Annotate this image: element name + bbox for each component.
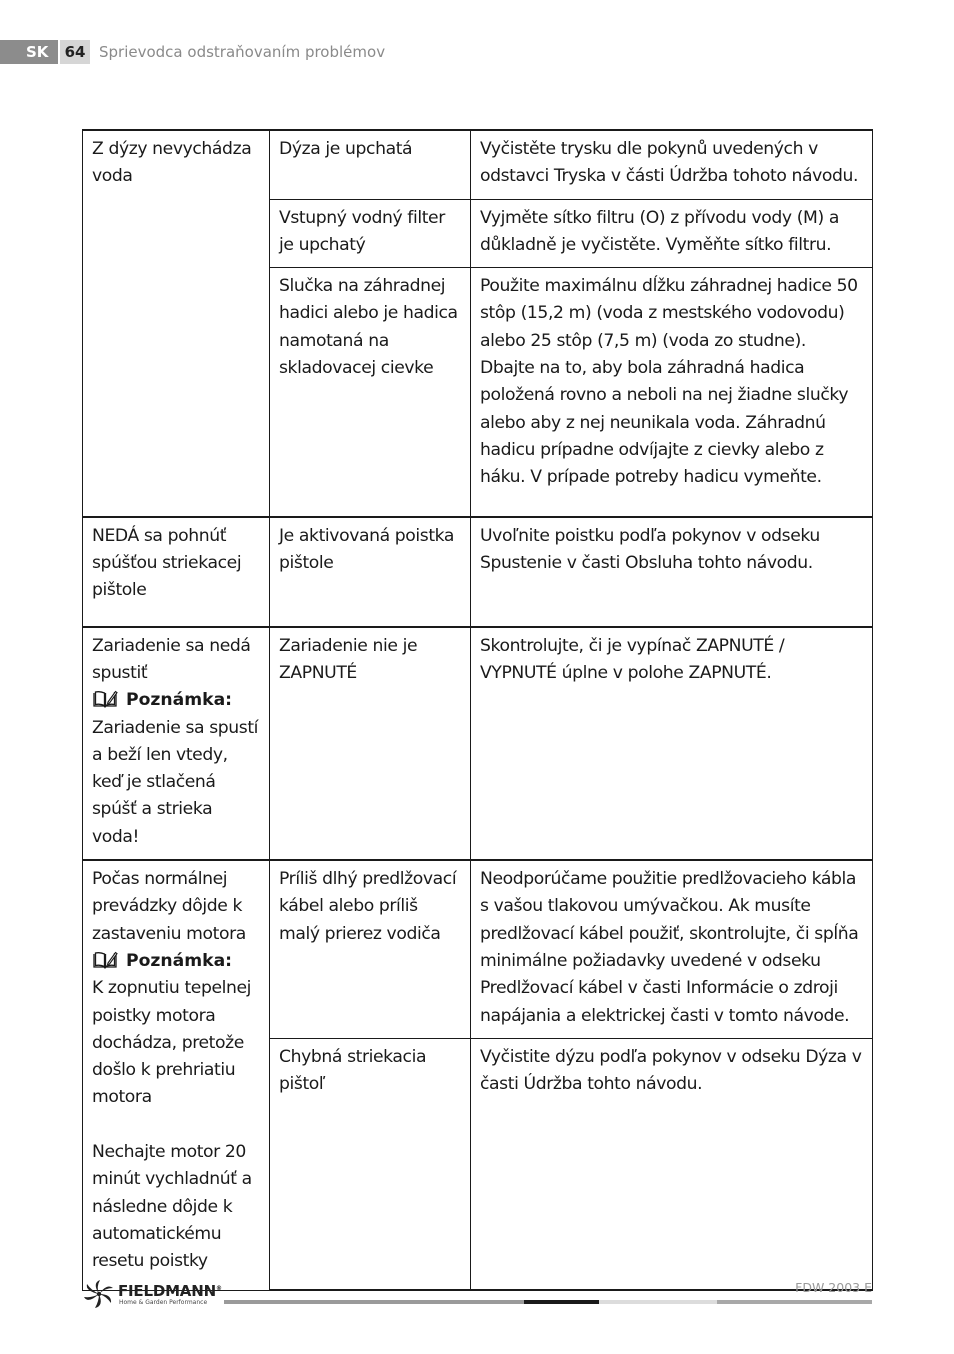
- model-number: FDW 2003 E: [795, 1280, 872, 1295]
- note-label: Poznámka:: [126, 690, 233, 711]
- problem-text: Z dýzy nevychádza voda: [92, 139, 252, 187]
- note-text: Zariadenie sa spustí a beží len vtedy, keď je stlačená spúšť a strieka voda!: [92, 717, 259, 847]
- divider-segment: [224, 1300, 524, 1304]
- footer-divider: [224, 1300, 872, 1304]
- section-title: Sprievodca odstraňovaním problémov: [99, 43, 386, 61]
- divider-segment: [599, 1300, 717, 1304]
- troubleshooting-table: [82, 129, 873, 1291]
- table-row: [83, 627, 873, 860]
- solution-cell: Uvoľnite poistku podľa pokynov v odseku Spustenie v časti Obsluha tohto návodu.: [471, 517, 873, 627]
- solution-cell: Skontrolujte, či je vypínač ZAPNUTÉ / VYPNUTÉ úplne v polohe ZAPNUTÉ.: [471, 627, 873, 860]
- cause-cell: Slučka na záhradnej hadici alebo je hadica namotaná na skladovacej cievke: [270, 268, 471, 517]
- solution-cell: Neodporúčame použitie predlžovacieho kábla s vašou tlakovou umývačkou. Ak musíte predlžovací kábel použiť, skontrolujte, či spĺňa minimálne požiadavky uvedené v odseku Predlžovací kábel v časti Informácie o zdroji napájania a elektrickej časti v tomto návode.: [471, 860, 873, 1038]
- note-label: Poznámka:: [126, 950, 233, 971]
- cause-cell: Chybná striekacia pištoľ: [270, 1038, 471, 1290]
- problem-text: Zariadenie sa nedá spustiť: [92, 635, 251, 683]
- book-note-icon: [92, 690, 118, 708]
- solution-cell: Vyjměte sítko filtru (O) z přívodu vody (M) a důkladně je vyčistěte. Vyměňte sítko filtru.: [471, 199, 873, 268]
- problem-cell: [83, 130, 270, 517]
- problem-text: NEDÁ sa pohnúť spúšťou striekacej pištole: [92, 525, 242, 601]
- problem-cell: [83, 517, 270, 627]
- cause-cell: Vstupný vodný filter je upchatý: [270, 199, 471, 268]
- page-number: 64: [60, 40, 90, 64]
- problem-text: Počas normálnej prevádzky dôjde k zastaveniu motora: [92, 869, 246, 944]
- note-heading: [92, 687, 262, 714]
- note-text: Nechajte motor 20 minút vychladnúť a následne dôjde k automatickému resetu poistky: [92, 1142, 252, 1272]
- table-row: [83, 517, 873, 627]
- problem-cell: [83, 860, 270, 1290]
- problem-cell: [83, 627, 270, 860]
- divider-segment: [524, 1300, 599, 1304]
- cause-cell: Dýza je upchatá: [270, 130, 471, 199]
- page-header: [0, 40, 954, 64]
- book-note-icon: [92, 951, 118, 969]
- language-tab: SK: [0, 40, 58, 64]
- fan-logo-icon: [82, 1279, 116, 1309]
- solution-cell: Použite maximálnu dĺžku záhradnej hadice 50 stôp (15,2 m) (voda z mestského vodovodu) alebo 25 stôp (7,5 m) (voda zo studne). Dbajte na to, aby bola záhradná hadica položená rovno a neboli na nej žiadne slučky alebo aby z nej neunikala voda. Záhradnú hadicu prípadne odvíjajte z cievky alebo z háku. V prípade potreby hadicu vymeňte.: [471, 268, 873, 517]
- divider-segment: [717, 1300, 872, 1304]
- brand-tagline: Home & Garden Performance: [119, 1299, 208, 1306]
- cause-cell: Príliš dlhý predlžovací kábel alebo príliš malý prierez vodiča: [270, 860, 471, 1038]
- solution-cell: Vyčistite dýzu podľa pokynov v odseku Dýza v časti Údržba tohto návodu.: [471, 1038, 873, 1290]
- note-heading: [92, 948, 262, 975]
- table-row: [83, 130, 873, 199]
- solution-cell: Vyčistěte trysku dle pokynů uvedených v odstavci Tryska v části Údržba tohoto návodu.: [471, 130, 873, 199]
- brand-logo: [82, 1279, 232, 1309]
- brand-name: FIELDMANN®: [118, 1282, 222, 1300]
- cause-cell: Zariadenie nie je ZAPNUTÉ: [270, 627, 471, 860]
- note-text: K zopnutiu tepelnej poistky motora dochádza, pretože došlo k prehriatiu motora: [92, 978, 252, 1108]
- cause-cell: Je aktivovaná poistka pištole: [270, 517, 471, 627]
- table-row: [83, 860, 873, 1038]
